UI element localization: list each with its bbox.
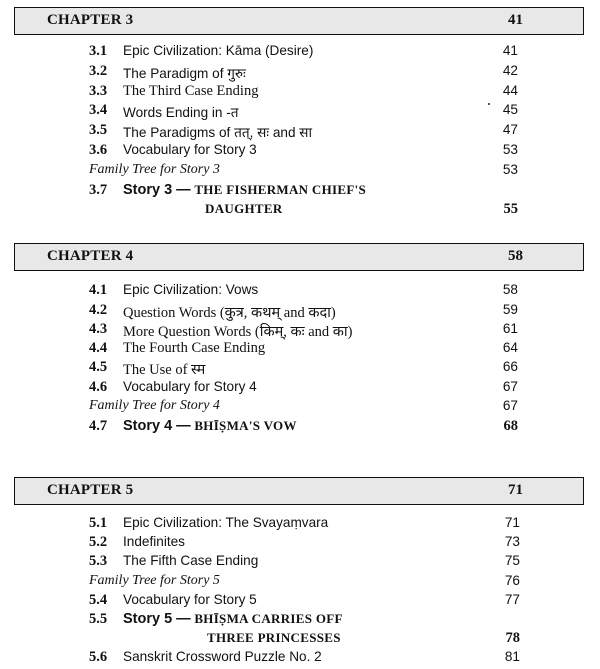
section-title: Family Tree for Story 4	[89, 398, 220, 413]
toc-entry-3-6[interactable]	[0, 142, 600, 162]
toc-entry-4-5[interactable]	[0, 359, 600, 379]
section-number: 5.6	[89, 649, 108, 665]
toc-entry-4-4[interactable]	[0, 340, 600, 360]
section-number: 4.7	[89, 418, 108, 434]
toc-entry-5-3[interactable]	[0, 553, 600, 573]
section-title: More Question Words (किम्, कः and का)	[123, 324, 353, 340]
section-title: The Fourth Case Ending	[123, 340, 266, 356]
section-title: Indefinites	[123, 534, 185, 549]
section-page: 47	[502, 122, 518, 137]
section-number: 3.1	[89, 43, 108, 59]
section-number: 3.3	[89, 83, 108, 99]
section-title	[123, 611, 343, 628]
section-page: 41	[502, 43, 518, 58]
toc-entry-5-6[interactable]	[0, 649, 600, 669]
section-number: 4.4	[89, 340, 108, 356]
toc-entry-family-tree-4[interactable]	[0, 398, 600, 418]
section-page: 67	[502, 379, 518, 394]
section-title	[123, 418, 297, 435]
story-label: Story 3 —	[123, 182, 191, 198]
story-title: BHĪṢMA CARRIES OFF	[194, 611, 343, 626]
section-title: The Paradigm of गुरुः	[123, 66, 246, 81]
section-title: Epic Civilization: Vows	[123, 282, 259, 297]
section-title: The Use of स्म	[123, 362, 206, 378]
section-title: Family Tree for Story 5	[89, 573, 220, 588]
chapter-title: CHAPTER 5	[47, 482, 134, 498]
toc-entry-family-tree-3[interactable]	[0, 162, 600, 182]
section-number: 5.2	[89, 534, 108, 550]
chapter-page: 58	[508, 248, 523, 264]
section-number: 3.6	[89, 142, 108, 158]
section-page: 58	[502, 282, 518, 297]
chapter-3-header[interactable]	[14, 7, 584, 35]
section-page: 61	[502, 321, 518, 336]
toc-entry-5-5-continued[interactable]	[0, 630, 600, 650]
toc-entry-5-4[interactable]	[0, 592, 600, 612]
section-number: 3.4	[89, 102, 108, 118]
story-title: THE FISHERMAN CHIEF'S	[194, 182, 367, 197]
section-page: 55	[503, 201, 518, 217]
section-title: Epic Civilization: The Svayaṃvara	[123, 515, 329, 530]
toc-entry-5-2[interactable]	[0, 534, 600, 554]
section-page: 75	[504, 553, 520, 568]
section-page: 76	[504, 573, 520, 588]
section-page: 64	[502, 340, 518, 355]
toc-entry-5-5[interactable]	[0, 611, 600, 631]
toc-entry-3-7-continued[interactable]	[0, 201, 600, 221]
toc-entry-3-5[interactable]	[0, 122, 600, 142]
toc-entry-3-2[interactable]	[0, 63, 600, 83]
section-number: 4.1	[89, 282, 108, 298]
chapter-5-header[interactable]	[14, 477, 584, 505]
section-number: 3.5	[89, 122, 108, 138]
toc-entry-4-2[interactable]	[0, 302, 600, 322]
section-title: Epic Civilization: Kāma (Desire)	[123, 43, 314, 58]
section-number: 5.3	[89, 553, 108, 569]
section-number: 4.3	[89, 321, 108, 337]
section-title: Vocabulary for Story 3	[123, 142, 257, 157]
chapter-page: 41	[508, 12, 523, 28]
toc-entry-family-tree-5[interactable]	[0, 573, 600, 593]
toc-entry-4-6[interactable]	[0, 379, 600, 399]
section-page: 73	[504, 534, 520, 549]
toc-entry-3-3[interactable]	[0, 83, 600, 103]
section-number: 5.1	[89, 515, 108, 531]
section-page: 42	[502, 63, 518, 78]
section-title: The Paradigms of तत्, सः and सा	[123, 125, 312, 140]
toc-entry-4-1[interactable]	[0, 282, 600, 302]
story-title-continuation: THREE PRINCESSES	[207, 630, 341, 645]
section-page: 45	[502, 102, 518, 117]
section-page: 78	[505, 630, 520, 646]
section-title: Vocabulary for Story 5	[123, 592, 257, 607]
section-title	[123, 182, 366, 199]
section-page: 66	[502, 359, 518, 374]
section-number: 5.4	[89, 592, 108, 608]
section-page: 71	[504, 515, 520, 530]
section-page: 53	[502, 162, 518, 177]
chapter-4-header[interactable]	[14, 243, 584, 271]
chapter-title: CHAPTER 3	[47, 12, 134, 28]
section-page: 81	[504, 649, 520, 664]
section-page: 68	[503, 418, 518, 434]
toc-entry-3-1[interactable]	[0, 43, 600, 63]
section-title: Question Words (कुत्र, कथम् and कदा)	[123, 305, 336, 321]
section-title: The Fifth Case Ending	[123, 553, 259, 568]
section-page: 77	[504, 592, 520, 607]
section-title: Words Ending in -त	[123, 105, 239, 120]
toc-entry-5-1[interactable]	[0, 515, 600, 535]
story-label: Story 5 —	[123, 611, 191, 627]
section-title: The Third Case Ending	[123, 83, 259, 99]
story-title: BHĪṢMA'S VOW	[194, 418, 297, 433]
toc-entry-4-3[interactable]	[0, 321, 600, 341]
section-title: Family Tree for Story 3	[89, 162, 220, 177]
story-label: Story 4 —	[123, 418, 191, 434]
section-page: 59	[502, 302, 518, 317]
chapter-page: 71	[508, 482, 523, 498]
section-number: 4.2	[89, 302, 108, 318]
section-title: Vocabulary for Story 4	[123, 379, 257, 394]
section-title: Sanskrit Crossword Puzzle No. 2	[123, 649, 322, 664]
section-number: 3.7	[89, 182, 108, 198]
toc-entry-3-7[interactable]	[0, 182, 600, 202]
section-number: 4.5	[89, 359, 108, 375]
chapter-title: CHAPTER 4	[47, 248, 134, 264]
section-page: 53	[502, 142, 518, 157]
section-page: 67	[502, 398, 518, 413]
story-title-continuation: DAUGHTER	[205, 201, 283, 216]
section-number: 4.6	[89, 379, 108, 395]
section-number: 3.2	[89, 63, 108, 79]
toc-entry-4-7[interactable]	[0, 418, 600, 438]
section-number: 5.5	[89, 611, 108, 627]
toc-entry-3-4[interactable]	[0, 102, 600, 122]
section-page: 44	[502, 83, 518, 98]
